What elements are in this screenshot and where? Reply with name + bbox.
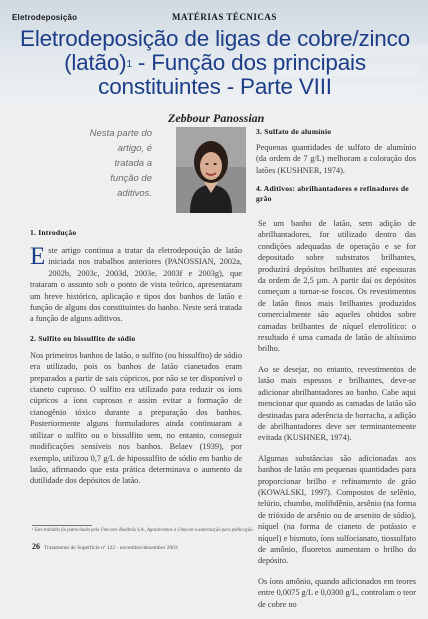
right-column-body — [258, 218, 416, 619]
article-title-rest: - Função dos principais constituintes - Parte VIII — [98, 50, 366, 99]
footnote-divider — [32, 525, 92, 526]
pull-quote: Nesta parte do artigo, é tratada a função de aditivos. — [89, 128, 152, 199]
article-title — [10, 27, 420, 99]
paragraph: Se um banho de latão, sem adição de abrilhantadores, for utilizado dentro das condições adequadas de operação e se for depositado sobre substratos brilhantes, produzirá depósitos brilhantes até espessuras da ordem de 2,5 µm. A partir daí os depósitos começam a tornar-se foscos. Os revestimentos de latão finos mais brilhantes produzidos comercialmente são aqueles obtidos sobre camadas brilhantes de níquel eletrolítico: o resultado é uma camada de latão de altíssimo brilho. — [258, 219, 416, 354]
introduction-text: ste artigo continua a tratar da eletrodeposição de latão iniciada nos trabalhos anteriores (PANOSSIAN, 2002a, 2002b, 2003c, 2003d, 2003e, 2003f e 2003g), que trataram o assunto sob o ponto de vista teórico, apresentaram um breve histórico, aplicação e tipos dos banhos de latão e função de alguns dos constituintes do banho. Neste será tratada a função de alguns aditivos. — [30, 246, 242, 324]
header-band — [0, 0, 428, 108]
author-name: Zebbour Panossian — [168, 111, 265, 125]
category-label: MATÉRIAS TÉCNICAS — [172, 12, 277, 22]
drop-cap: E — [30, 243, 46, 270]
paragraph-aluminium-sulfate: Pequenas quantidades de sulfato de alumínio (da ordem de 7 g/L) melhoram a coloração dos latões (KUSHNER, 1974). — [256, 143, 416, 175]
section-heading-4: 4. Aditivos: abrilhantadores e refinadores de grão — [256, 184, 409, 204]
paragraph: Ao se desejar, no entanto, revestimentos de latão mais espessos e brilhantes, deve-se adicionar abrilhantadores ao banho. Cabe aqui mencionar que quando as camadas de latão são destinadas para aderência de borracha, a adição de abrilhantadores deve ser terminantemente evitada (KUSHNER, 1974). — [258, 364, 416, 443]
paragraph: Algumas substâncias são adicionadas aos banhos de latão em pequenas quantidades para proporcionar brilho e refinamento de grão (KOWALSKI, 1997). Compostos de selênio, telúrio, chumbo, molibdênio, arsênio (na forma de trióxido de arsênio ou de arsenito de sódio), níquel (na forma de cianeto de potássio e níquel) e bismuto, íons sulfocianato, tiossulfato de amônio, fluoretos aumentam o brilho do depósito. — [258, 453, 416, 566]
paragraph-introduction — [30, 245, 242, 325]
title-footnote-marker: 1 — [126, 59, 132, 70]
paragraph-sulfite: Nos primeiros banhos de latão, o sulfito (ou bissulfito) de sódio era utilizado, pois os banhos de latão cianetados eram preparados a partir de sais cúpricos, por não se ter disponível o cianeto cuproso. O sulfito era utilizado para reduzir os íons cúpricos a íons cuprosos e assim evitar a formação de cianogênio tóxico durante a preparação dos banhos. Posteriormente alguns formuladores ainda continuaram a utilizar o sulfito ou o bissulfito sem, no entanto, conseguir modificações sensíveis nos banhos. Belaev (1939), por exemplo, utilizou 0,7 g/L de hipossulfito de sódio em banho de latão, afirmando que esta prática determinava o aumento da dutilidade dos depósitos de latão. — [30, 350, 242, 486]
page-number: 26 — [32, 542, 40, 551]
author-portrait-image — [176, 127, 246, 213]
page-footer — [32, 542, 178, 551]
section-label: Eletrodeposição — [12, 13, 78, 22]
paragraph: Os íons amônio, quando adicionados em teores entre 0,0075 g/L e 0,0300 g/L, controlam o teor de cobre no — [258, 576, 416, 609]
left-column — [30, 228, 242, 496]
right-column-top — [256, 127, 416, 204]
journal-info: Tratamento de Superfície nº 122 · novembro/dezembro 2003 — [44, 545, 178, 551]
author-photo — [176, 127, 246, 213]
footnote: ¹ Este trabalho foi patrocinado pela Umicore/ Realbrás S.A., Agradecemos à Umicore a autorização para publicação. — [32, 528, 254, 533]
section-heading-1: 1. Introdução — [30, 228, 77, 237]
article-title-main: Eletrodeposição de ligas de cobre/zinco (latão) — [20, 26, 410, 75]
section-heading-2: 2. Sulfito ou bissulfito de sódio — [30, 333, 136, 343]
section-heading-3: 3. Sulfato de alumínio — [256, 127, 332, 136]
